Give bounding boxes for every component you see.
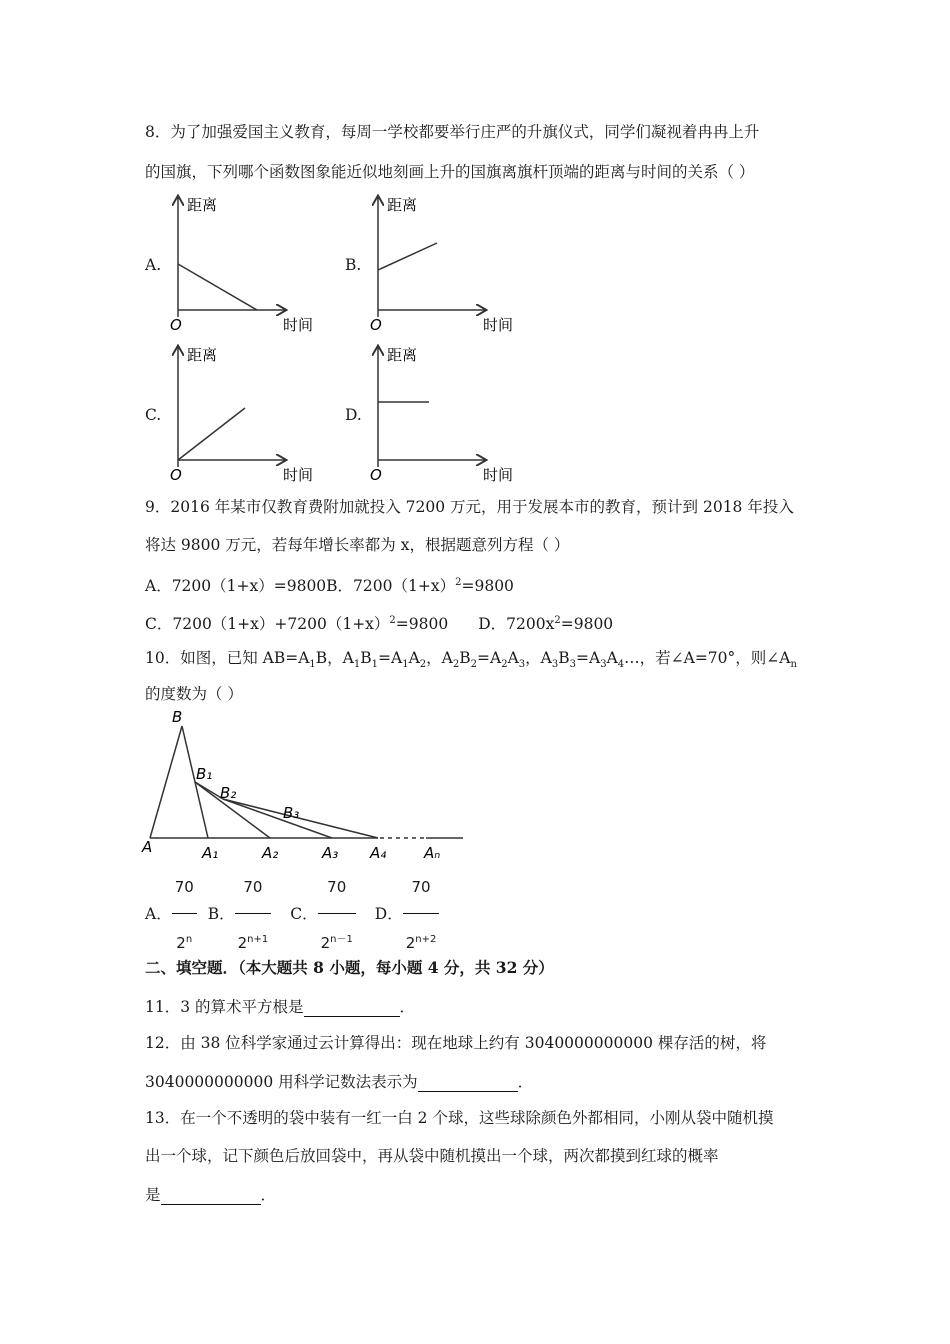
- x-axis-label: 时间: [483, 466, 514, 484]
- q13-line3: 是 ．: [145, 1186, 277, 1204]
- q9-option-b: B．$7200(1+x)^2=9800$: [326, 577, 514, 596]
- label-b3: B₃: [283, 804, 300, 822]
- q12-answer-blank[interactable]: [418, 1071, 518, 1092]
- q10-option-b: B． $\frac{70}{2^{n+1}}$: [208, 905, 272, 923]
- q8-graph-c: [165, 342, 325, 487]
- q13-answer-blank[interactable]: [161, 1184, 261, 1205]
- q8-option-d-label: D.: [345, 406, 362, 424]
- q8-graph-b: [365, 192, 525, 337]
- x-axis-label: 时间: [483, 316, 514, 334]
- section2-heading: 二、填空题．（本大题共 8 小题，每小题 4 分，共 32 分）: [145, 958, 554, 977]
- q9-option-d: D．$7200x^2=9800$: [478, 615, 614, 634]
- q10-options: [145, 862, 439, 952]
- y-axis-label: 距离: [187, 196, 218, 214]
- label-a4: A₄: [370, 844, 387, 862]
- q8-option-a-label: A.: [145, 256, 162, 274]
- q9-line1: 9．2016 年某市仅教育费附加就投入 7200 万元，用于发展本市的教育，预计到 2018 年投入: [145, 498, 794, 516]
- label-b2: B₂: [220, 784, 237, 802]
- origin-label: O: [170, 316, 182, 334]
- q10-option-d: D． $\frac{70}{2^{n+2}}$: [375, 905, 440, 923]
- q9-options-ab: [145, 573, 514, 596]
- q10-option-a: A． $\frac{70}{2^n}$: [145, 905, 197, 923]
- label-a: A: [142, 838, 153, 856]
- q8-line2: 的国旗，下列哪个函数图象能近似地刻画上升的国旗离旗杆顶端的距离与时间的关系（ ）: [145, 163, 755, 181]
- label-a1: A₁: [202, 844, 219, 862]
- q9-options-cd: [145, 611, 613, 634]
- y-axis-label: 距离: [387, 196, 418, 214]
- y-axis-label: 距离: [187, 346, 218, 364]
- origin-label: O: [170, 466, 182, 484]
- q8-line1: 8．为了加强爱国主义教育，每周一学校都要举行庄严的升旗仪式，同学们凝视着冉冉上升: [145, 123, 760, 141]
- graph-line: [178, 264, 257, 310]
- q10-figure: [138, 708, 478, 868]
- x-axis-label: 时间: [283, 466, 314, 484]
- q8-graph-a: [165, 192, 325, 337]
- label-an: Aₙ: [424, 844, 441, 862]
- q12-line2: 3040000000000 用科学记数法表示为 ．: [145, 1073, 534, 1091]
- q13-line1: 13．在一个不透明的袋中装有一红一白 2 个球，这些球除颜色外都相同，小刚从袋中随机摸: [145, 1109, 774, 1127]
- q9-line2: 将达 9800 万元，若每年增长率都为 x，根据题意列方程（ ）: [145, 536, 570, 554]
- x-axis-label: 时间: [283, 316, 314, 334]
- origin-label: O: [370, 466, 382, 484]
- q9-option-a: A．7200（1+x）=9800: [145, 577, 327, 596]
- y-axis-label: 距离: [387, 346, 418, 364]
- segment-b2a3: [223, 799, 332, 838]
- graph-line: [378, 243, 437, 270]
- q11-line: 11．3 的算术平方根是 ．: [145, 998, 416, 1016]
- segment-b3a4: [223, 799, 378, 838]
- segment-b1b2: [195, 782, 223, 799]
- q8-option-c-label: C.: [145, 406, 162, 424]
- q10-line1: 10．如图，已知 $AB=A_1B$，$A_1B_1=A_1A_2$，$A_2B_2=A_2A_3$，$A_3B_3=A_3A_4\dots$，若∠A=70°，则$\angle A_n$: [145, 649, 797, 671]
- graph-line: [178, 408, 245, 460]
- segment-ab: [150, 726, 182, 838]
- label-b1: B₁: [196, 765, 213, 783]
- origin-label: O: [370, 316, 382, 334]
- label-b: B: [172, 708, 183, 726]
- q10-option-c: C． $\frac{70}{2^{n-1}}$: [290, 905, 356, 923]
- q8-graph-d: [365, 342, 525, 487]
- q8-option-b-label: B.: [345, 256, 362, 274]
- label-a3: A₃: [322, 844, 339, 862]
- q10-line2: 的度数为（ ）: [145, 685, 243, 703]
- q11-answer-blank[interactable]: [304, 996, 400, 1017]
- label-a2: A₂: [262, 844, 279, 862]
- q13-line2: 出一个球，记下颜色后放回袋中，再从袋中随机摸出一个球，两次都摸到红球的概率: [145, 1147, 719, 1165]
- q12-line1: 12．由 38 位科学家通过云计算得出：现在地球上约有 3040000000000 棵存活的树，将: [145, 1034, 767, 1052]
- q9-option-c: C．$7200(1+x)+7200(1+x)^2=9800$: [145, 615, 449, 634]
